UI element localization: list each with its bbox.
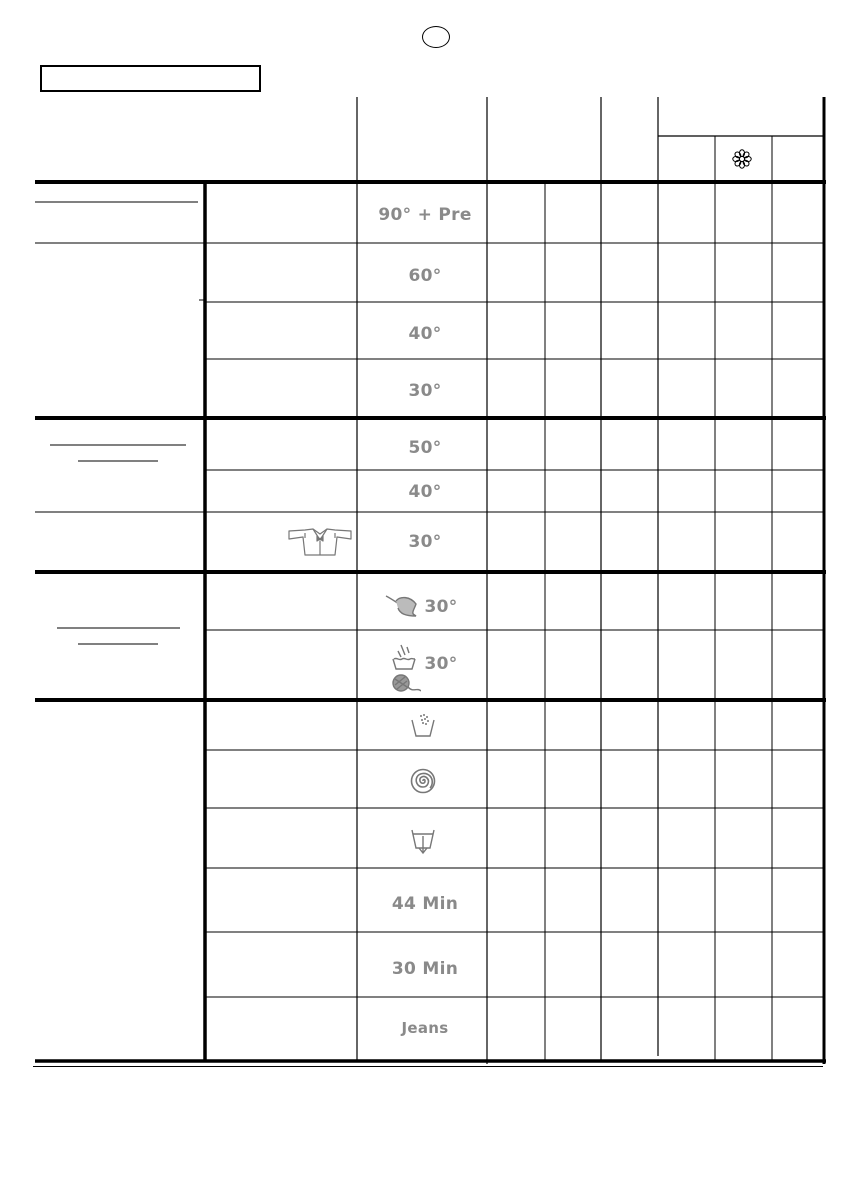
drain-icon [410, 826, 436, 856]
programme-label: 40° [408, 324, 442, 344]
programme-label: 30° [408, 381, 442, 401]
spin-icon [410, 768, 436, 794]
programme-label: 30 Min [391, 959, 459, 979]
programme-label: 40° [408, 482, 442, 502]
programme-label: Jeans [401, 1019, 449, 1037]
programme-label: 30° [424, 654, 458, 674]
flower-icon [731, 148, 753, 170]
feather-icon [384, 592, 420, 620]
shirt-icon [287, 528, 353, 556]
programme-label: 44 Min [391, 894, 459, 914]
handwash-wool-icon [387, 641, 421, 697]
bottom-rule [33, 1066, 823, 1067]
programme-label: 90° + Pre [378, 205, 472, 225]
programme-label: 60° [408, 266, 442, 286]
rinse-icon [410, 712, 436, 738]
programme-label: 50° [408, 438, 442, 458]
programme-label: 30° [424, 597, 458, 617]
programme-label: 30° [408, 532, 442, 552]
